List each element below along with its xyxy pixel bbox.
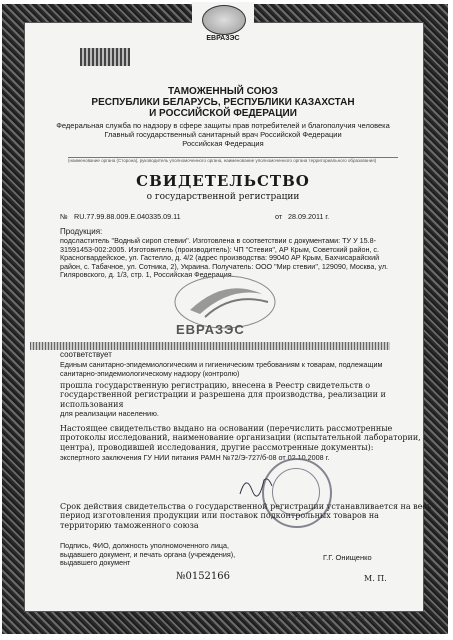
product-line-3: Красногвардейское, ул. Гастелло, д. 4/2 (адрес производства: 99040 АР Крым, Бахчисарайский (60, 253, 380, 263)
product-line-1: подсластитель "Водный сироп стевии". Изготовлена в соответствии с документами: ТУ У 15.8- (60, 236, 377, 245)
document-subtitle: о государственной регистрации (146, 192, 300, 202)
basis-line-3: центра), проводившей исследования, другие рассмотренные документы): (60, 442, 374, 452)
product-line-2: 31591453-002:2005. Изготовитель (производитель): ЧП "Стевия", АР Крым, Советский район, с. (60, 244, 379, 254)
validity-line-2: период изготовления продукции или поставок подконтрольных товаров на (60, 511, 379, 521)
microtext-strip (30, 342, 390, 350)
product-line-5: Гиляровского, д. 1/3, стр. 1, Российская Федерация. (60, 270, 234, 280)
emblem-label: ЕВРАЗЭС (206, 35, 240, 42)
printer-footer: © ЗАО «Первый печатный двор», г. Москва, 2011 г., уровень «Б» (262, 615, 397, 620)
authority-line-1: Федеральная служба по надзору в сфере защиты прав потребителей и благополучия человека (56, 121, 390, 130)
authority-line-3: Российская Федерация (182, 139, 264, 148)
conformity-line-1: Единым санитарно-эпидемиологическим и гигиеническим требованиям к товарам, подлежащим (60, 360, 383, 369)
reg-number: RU.77.99.88.009.Е.040335.09.11 (74, 212, 181, 221)
header-line-2: РЕСПУБЛИКИ БЕЛАРУСЬ, РЕСПУБЛИКИ КАЗАХСТАН (91, 97, 355, 108)
document-title: СВИДЕТЕЛЬСТВО (136, 172, 310, 190)
usage-value: для реализации населению. (60, 409, 159, 418)
basis-value: экспертного заключения ГУ НИИ питания РАМН №72/Э-727/б-08 от 02.10.2008 г. (60, 453, 330, 462)
registration-line-1: прошла государственную регистрацию, внесена в Реестр свидетельств о (60, 381, 371, 390)
registration-line-2: государственной регистрации и разрешена для производства, реализации и (60, 390, 386, 400)
header-line-1: ТАМОЖЕННЫЙ СОЮЗ (168, 86, 278, 97)
form-number: №0152166 (176, 571, 230, 582)
organ-caption: (наименование органа (Сторона), руководитель уполномоченного органа, наименование уполномоченного органа территориального образования) (68, 157, 398, 163)
product-line-4: район, с. Табачное, ул. Сотника, 2), Украина. Получатель: ООО "Мир стевии", 129090, Москва, ул. (60, 261, 389, 271)
signature-scribble (236, 470, 276, 500)
serial-stamp (80, 48, 130, 66)
signature-caption-2: выдавшего документ, и печать органа (учреждения), (60, 549, 236, 559)
validity-line-1: Срок действия свидетельства о государственной регистрации устанавливается на весь (60, 502, 432, 511)
seal-placeholder-label: М. П. (364, 574, 387, 583)
evrazes-emblem (192, 2, 254, 46)
signature-caption-1: Подпись, ФИО, должность уполномоченного лица, (60, 541, 230, 550)
reg-date-prefix: от (275, 212, 283, 221)
conformity-label: соответствует (60, 350, 112, 359)
header-line-3: И РОССИЙСКОЙ ФЕДЕРАЦИИ (149, 108, 297, 119)
globe-icon (202, 5, 246, 35)
signature-caption-3: выдавшего документ (60, 558, 131, 568)
authority-line-2: Главный государственный санитарный врач Российской Федерации (104, 130, 342, 139)
reg-date: 28.09.2011 г. (288, 212, 330, 221)
validity-line-3: территорию таможенного союза (60, 520, 199, 530)
basis-line-1: Настоящее свидетельство выдано на основании (перечислить рассмотренные (60, 424, 393, 433)
watermark-text: ЕВРАЗЭС (176, 322, 245, 337)
registration-line-3: использования (60, 399, 124, 409)
conformity-line-2: санитарно-эпидемиологическому надзору (контролю) (60, 369, 240, 378)
reg-number-prefix: № (60, 212, 68, 221)
product-label: Продукция: (60, 227, 103, 236)
signatory-name: Г.Г. Онищенко (323, 553, 372, 562)
basis-line-2: протоколы исследований, наименование организации (испытательной лаборатории, (60, 433, 421, 443)
